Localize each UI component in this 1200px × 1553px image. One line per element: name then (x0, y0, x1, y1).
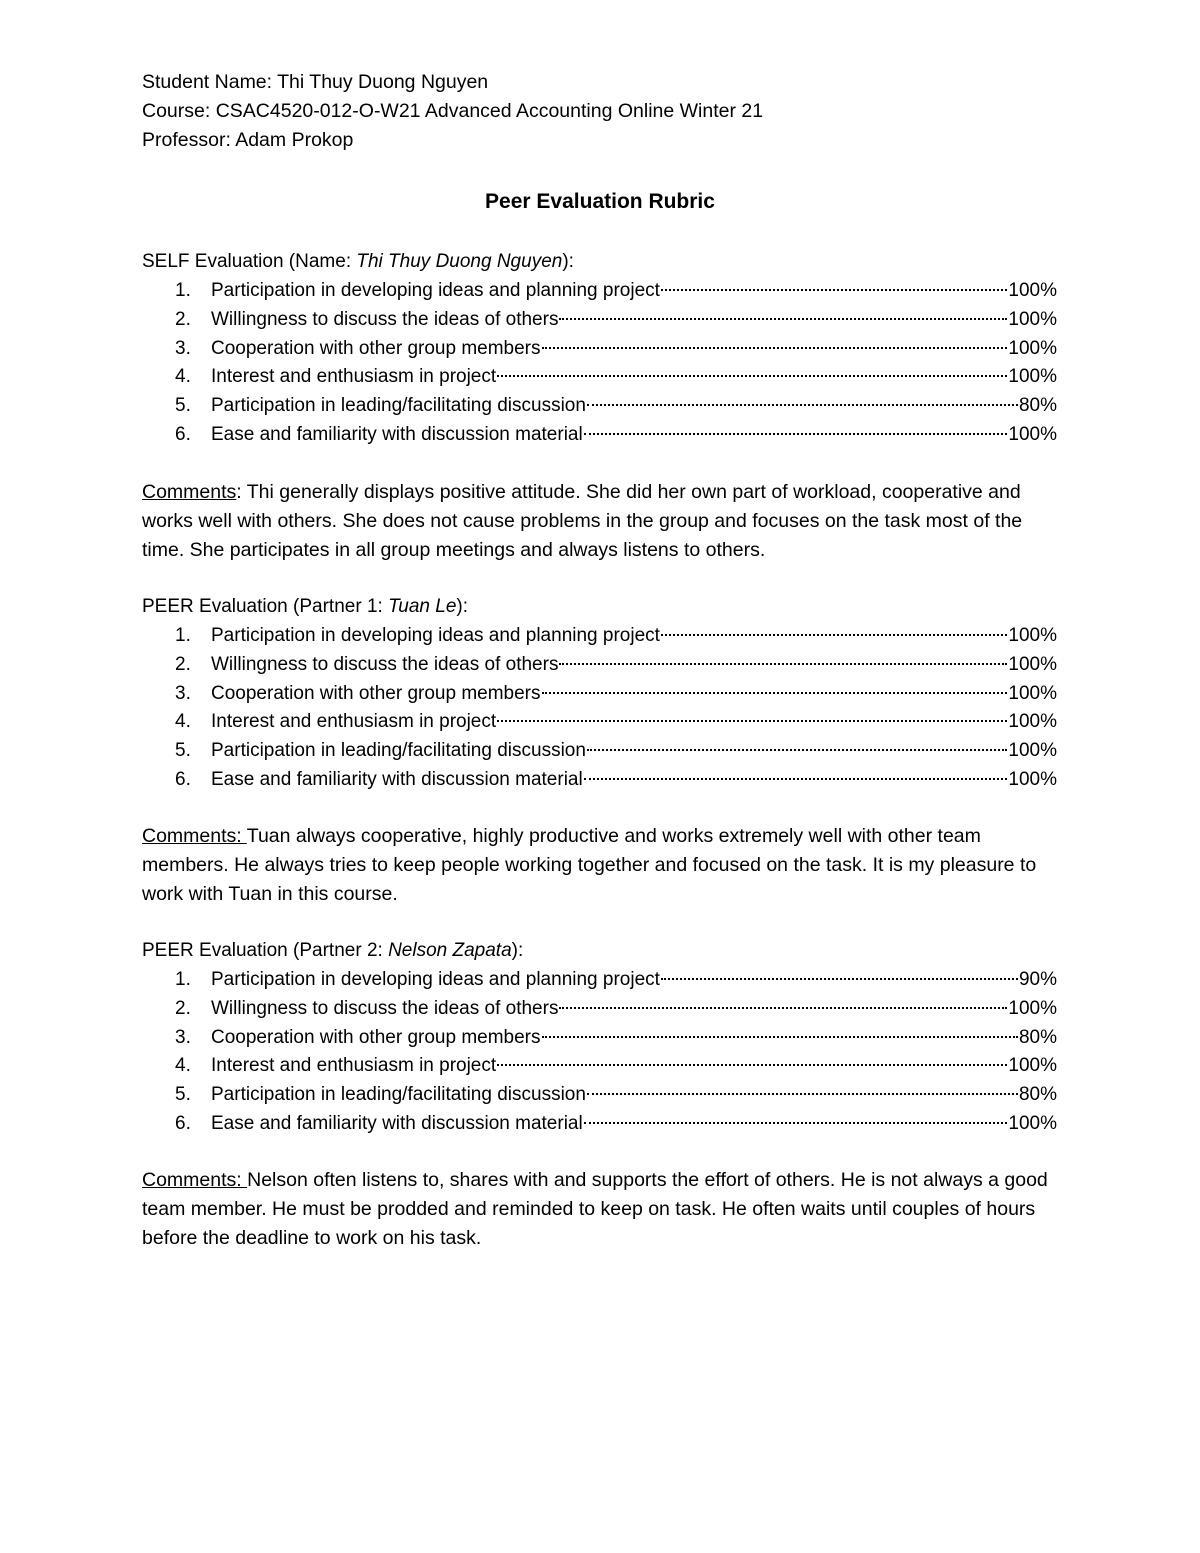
comments-text: Tuan always cooperative, highly productive and works extremely well with other team members. He always tries to keep people working together and focused on the task. It is my pleasure to work with Tuan in this course. (142, 825, 1037, 905)
partner-2-evaluation-section (142, 937, 1057, 1139)
criteria-score: 100% (1008, 280, 1057, 301)
dotted-leader (661, 978, 1018, 980)
dotted-leader (584, 1122, 1008, 1124)
criteria-label: Ease and familiarity with discussion material (211, 423, 583, 445)
comments-text: : Thi generally displays positive attitude. She did her own part of workload, cooperative and works well with others. She does not cause problems in the group and focuses on the task most of the time. She participates in all group meetings and always listens to others. (142, 481, 1023, 561)
course-line: Course: CSAC4520-012-O-W21 Advanced Accounting Online Winter 21 (142, 100, 764, 122)
page-title: Peer Evaluation Rubric (485, 190, 715, 213)
criteria-label: Interest and enthusiasm in project (211, 1055, 497, 1077)
criteria-score: 100% (1008, 768, 1057, 790)
criteria-label: Ease and familiarity with discussion material (211, 1112, 583, 1134)
criteria-number: 5. (175, 740, 191, 762)
criteria-label: Cooperation with other group members (211, 1026, 541, 1048)
dotted-leader (584, 778, 1008, 780)
comments-label: Comments: (142, 1169, 248, 1191)
criteria-item (142, 277, 1057, 306)
self-evaluation-section (142, 248, 1057, 450)
dotted-leader (497, 375, 1007, 377)
criteria-label: Participation in developing ideas and planning project (211, 280, 660, 301)
dotted-leader (587, 749, 1007, 751)
criteria-number: 1. (175, 969, 191, 990)
criteria-number: 3. (175, 682, 191, 704)
criteria-item (142, 680, 1057, 709)
criteria-label: Participation in leading/facilitating discussion (211, 1084, 586, 1106)
criteria-item (142, 1081, 1057, 1110)
criteria-score: 100% (1008, 423, 1057, 445)
dotted-leader (559, 663, 1007, 665)
criteria-label: Participation in developing ideas and planning project (211, 625, 660, 646)
criteria-score: 80% (1018, 1026, 1057, 1048)
criteria-number: 6. (175, 768, 191, 790)
criteria-list (142, 622, 1057, 795)
criteria-item (142, 737, 1057, 766)
criteria-number: 4. (175, 1055, 191, 1077)
criteria-number: 2. (175, 653, 191, 675)
section-heading-prefix: SELF Evaluation (Name: (142, 251, 357, 272)
criteria-item (142, 1110, 1057, 1139)
criteria-list (142, 966, 1057, 1139)
partner-1-comments (142, 822, 1062, 908)
criteria-label: Cooperation with other group members (211, 337, 541, 359)
dotted-leader (587, 1093, 1018, 1095)
criteria-score: 80% (1018, 395, 1057, 417)
criteria-label: Interest and enthusiasm in project (211, 711, 497, 733)
dotted-leader (559, 1007, 1007, 1009)
criteria-score: 100% (1008, 625, 1057, 646)
criteria-number: 3. (175, 1026, 191, 1048)
criteria-number: 4. (175, 366, 191, 388)
criteria-item (142, 708, 1057, 737)
criteria-label: Willingness to discuss the ideas of others (211, 997, 559, 1019)
professor-line: Professor: Adam Prokop (142, 129, 354, 151)
criteria-label: Cooperation with other group members (211, 682, 541, 704)
evaluatee-name: Nelson Zapata (388, 940, 512, 961)
criteria-number: 6. (175, 423, 191, 445)
criteria-item (142, 306, 1057, 335)
self-comments (142, 478, 1062, 564)
dotted-leader (542, 692, 1008, 694)
criteria-item (142, 995, 1057, 1024)
criteria-list (142, 277, 1057, 450)
dotted-leader (661, 289, 1007, 291)
section-heading-prefix: PEER Evaluation (Partner 1: (142, 596, 389, 617)
criteria-item (142, 1052, 1057, 1081)
section-heading-prefix: PEER Evaluation (Partner 2: (142, 940, 389, 961)
criteria-item (142, 651, 1057, 680)
evaluatee-name: Thi Thuy Duong Nguyen (356, 251, 563, 272)
criteria-item (142, 766, 1057, 795)
section-heading (142, 248, 1057, 277)
criteria-item (142, 622, 1057, 651)
criteria-number: 1. (175, 280, 191, 301)
criteria-number: 2. (175, 997, 191, 1019)
criteria-number: 2. (175, 308, 191, 330)
partner-1-evaluation-section (142, 593, 1057, 795)
dotted-leader (542, 1036, 1018, 1038)
criteria-label: Willingness to discuss the ideas of others (211, 308, 559, 330)
criteria-score: 90% (1018, 969, 1057, 990)
criteria-score: 100% (1008, 308, 1057, 330)
criteria-number: 3. (175, 337, 191, 359)
criteria-score: 100% (1008, 997, 1057, 1019)
criteria-number: 5. (175, 1084, 191, 1106)
dotted-leader (587, 404, 1018, 406)
criteria-score: 100% (1008, 366, 1057, 388)
criteria-item (142, 421, 1057, 450)
criteria-label: Participation in leading/facilitating discussion (211, 395, 586, 417)
section-heading (142, 593, 1057, 622)
dotted-leader (584, 433, 1008, 435)
criteria-label: Participation in leading/facilitating discussion (211, 740, 586, 762)
criteria-score: 100% (1008, 337, 1057, 359)
student-name-line: Student Name: Thi Thuy Duong Nguyen (142, 71, 489, 93)
dotted-leader (497, 720, 1007, 722)
evaluatee-name: Tuan Le (388, 596, 457, 617)
criteria-number: 6. (175, 1112, 191, 1134)
criteria-number: 1. (175, 625, 191, 646)
section-heading (142, 937, 1057, 966)
criteria-score: 100% (1008, 740, 1057, 762)
criteria-label: Ease and familiarity with discussion material (211, 768, 583, 790)
criteria-item (142, 363, 1057, 392)
section-heading-suffix: ): (456, 596, 468, 617)
comments-text: Nelson often listens to, shares with and supports the effort of others. He is not always a good team member. He must be prodded and reminded to keep on task. He often waits until couples of hours before the deadline to work on his task. (142, 1169, 1048, 1249)
criteria-score: 100% (1008, 682, 1057, 704)
criteria-number: 4. (175, 711, 191, 733)
comments-label: Comments (142, 481, 237, 503)
criteria-score: 100% (1008, 1112, 1057, 1134)
criteria-label: Willingness to discuss the ideas of others (211, 653, 559, 675)
criteria-label: Interest and enthusiasm in project (211, 366, 497, 388)
dotted-leader (661, 634, 1007, 636)
criteria-score: 100% (1008, 711, 1057, 733)
criteria-item (142, 392, 1057, 421)
dotted-leader (559, 318, 1007, 320)
criteria-label: Participation in developing ideas and planning project (211, 969, 660, 990)
criteria-score: 100% (1008, 1055, 1057, 1077)
comments-label: Comments: (142, 825, 247, 847)
document-header (142, 68, 763, 155)
section-heading-suffix: ): (511, 940, 524, 961)
criteria-item (142, 1024, 1057, 1053)
criteria-score: 80% (1018, 1084, 1057, 1106)
criteria-score: 100% (1008, 653, 1057, 675)
section-heading-suffix: ): (562, 251, 574, 272)
criteria-item (142, 966, 1057, 995)
dotted-leader (497, 1064, 1007, 1066)
dotted-leader (542, 347, 1008, 349)
criteria-number: 5. (175, 395, 191, 417)
partner-2-comments (142, 1166, 1062, 1252)
criteria-item (142, 335, 1057, 364)
